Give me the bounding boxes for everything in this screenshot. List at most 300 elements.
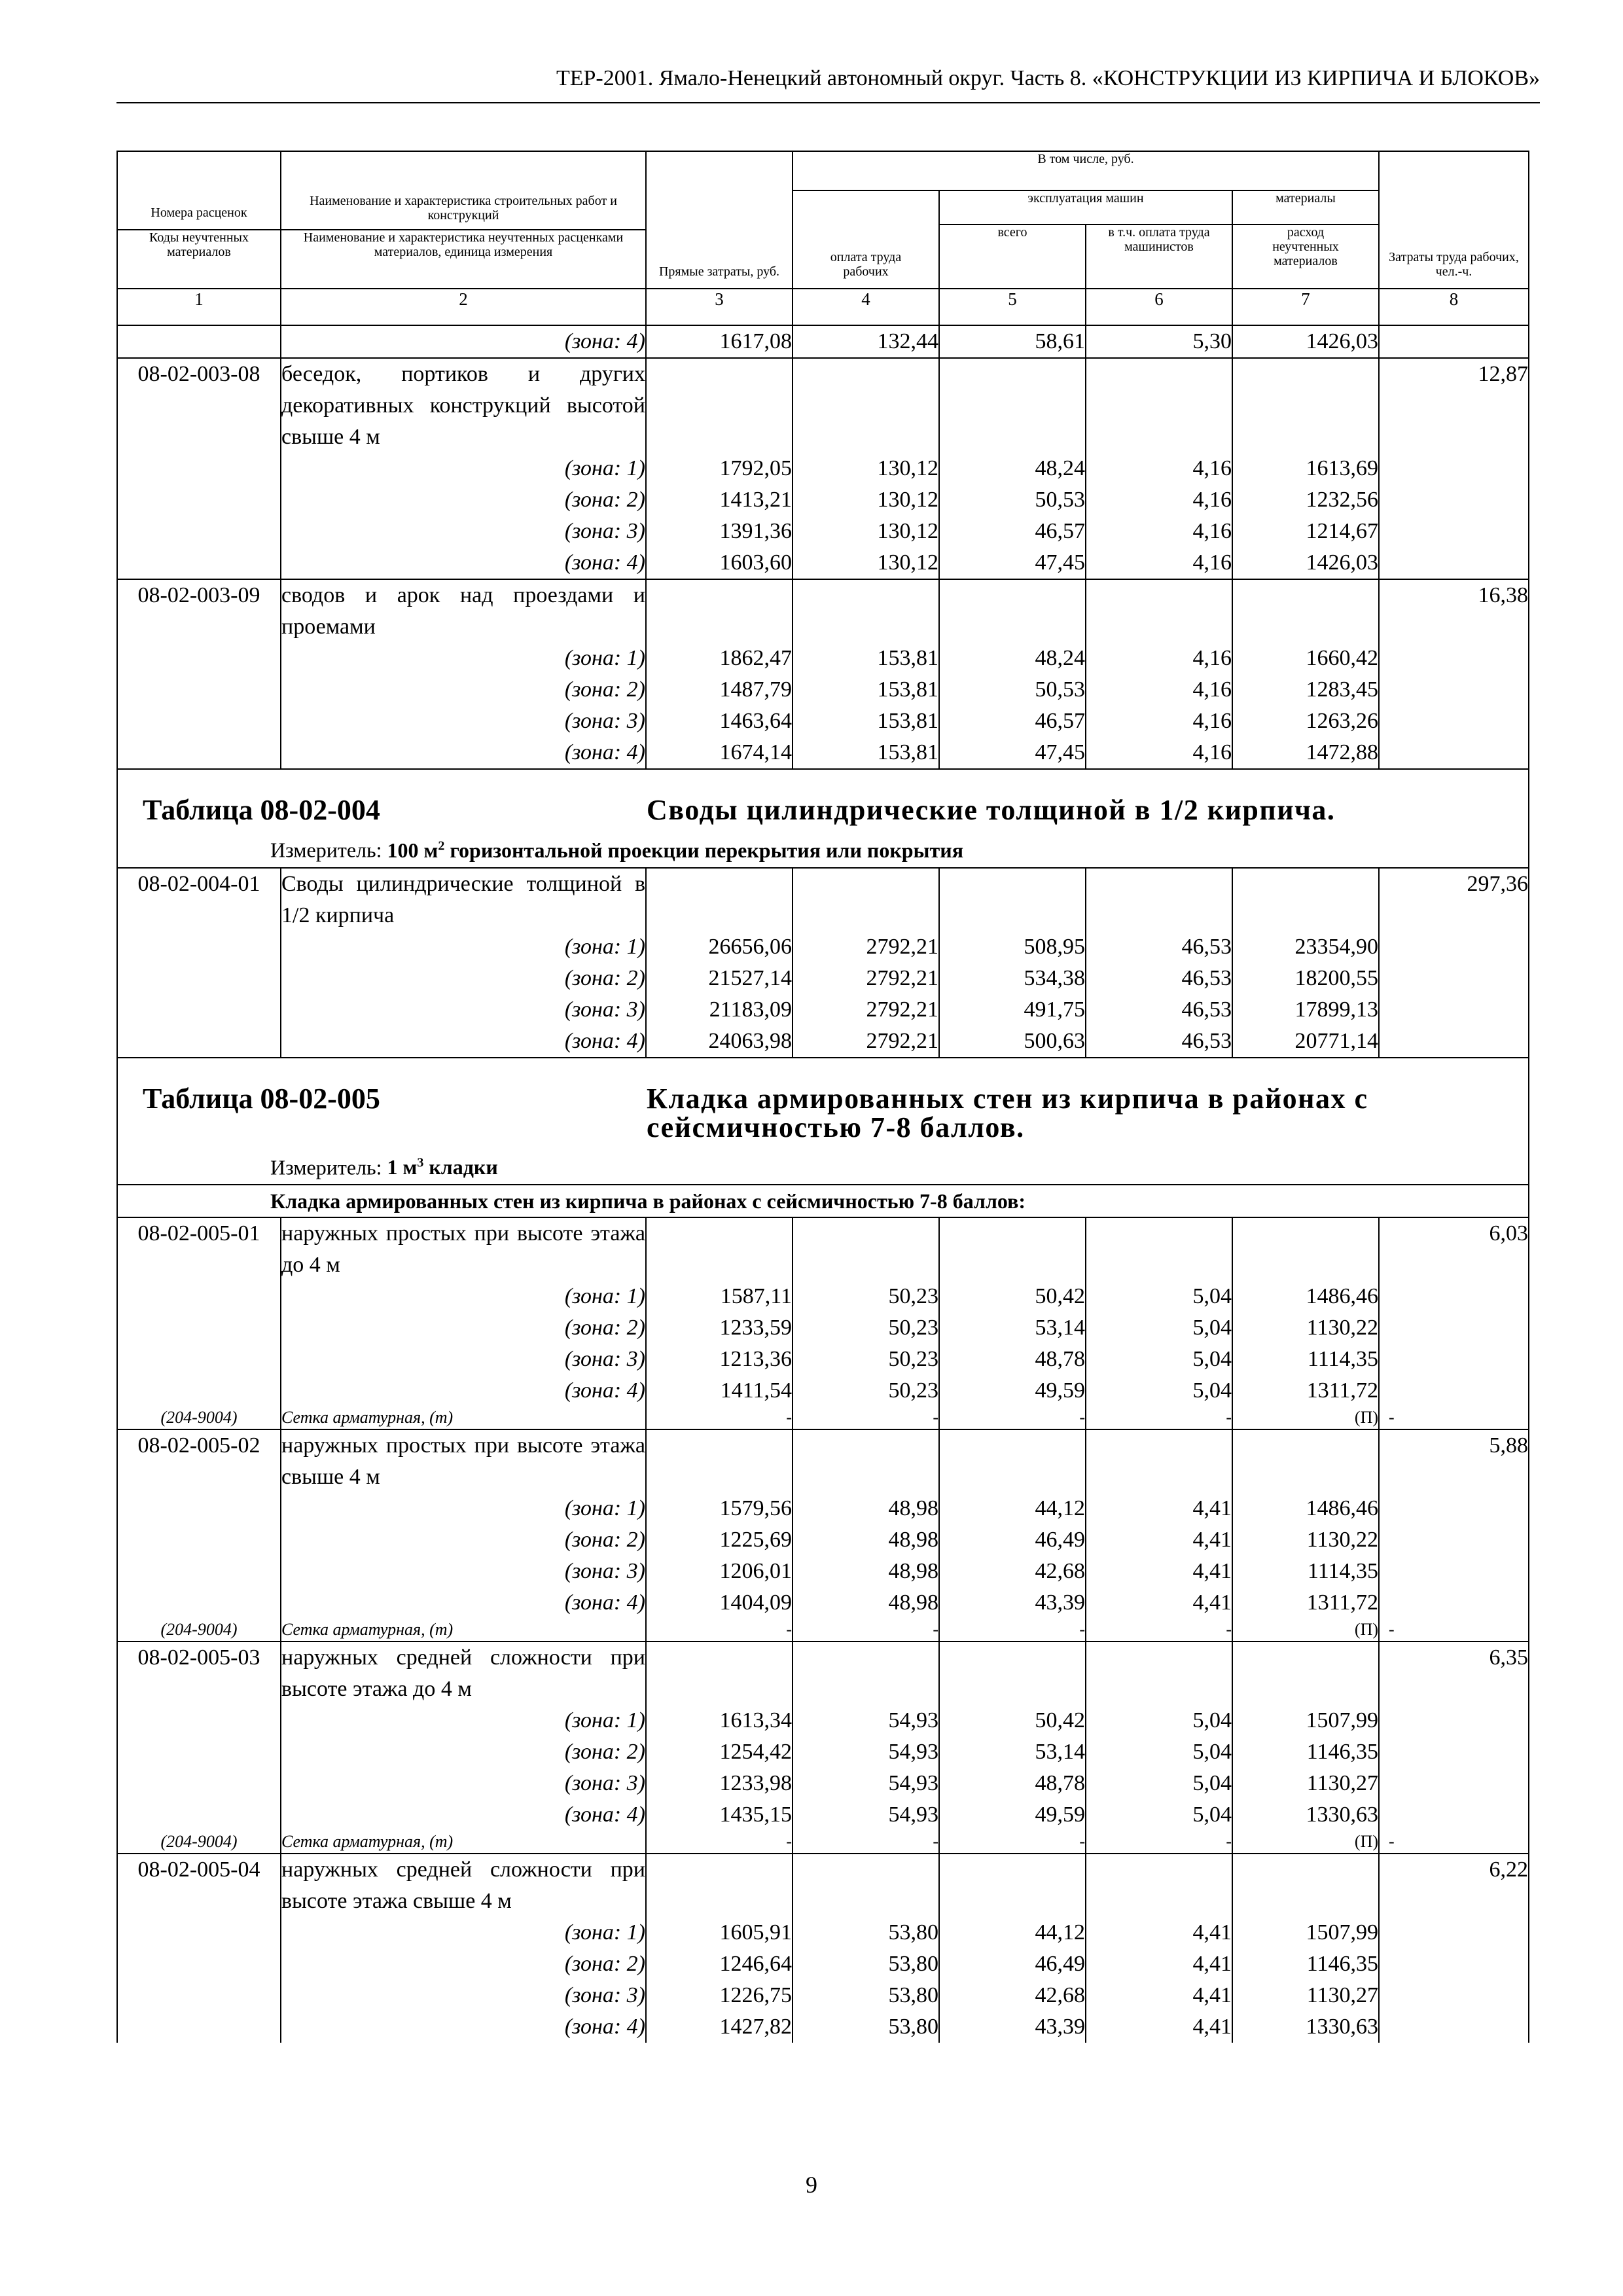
value-cell: 1587,11 <box>646 1281 793 1312</box>
value-cell: 1254,42 <box>646 1736 793 1768</box>
empty-cell <box>1232 1854 1379 1917</box>
value-cell: - <box>1086 1407 1232 1429</box>
zone-label: (зона: 1) <box>281 931 646 963</box>
value-cell: 491,75 <box>939 994 1086 1026</box>
value-cell: - <box>1379 1619 1529 1641</box>
measure-line: Измеритель: 1 $м^3$ кладки <box>270 1155 498 1179</box>
value-cell: 54,93 <box>793 1799 939 1831</box>
value-cell: 1413,21 <box>646 484 793 516</box>
value-cell: 47,45 <box>939 547 1086 579</box>
rate-row <box>117 1854 1529 1917</box>
zone-row <box>117 1799 1529 1831</box>
empty-cell <box>117 1375 281 1407</box>
col2-bottom-header: Наименование и характеристика неучтенных расценками материалов, единица измерения <box>281 230 646 289</box>
value-cell: 46,57 <box>939 516 1086 547</box>
empty-cell <box>117 674 281 706</box>
value-cell: 1330,63 <box>1232 2011 1379 2043</box>
zone-label: (зона: 4) <box>281 1799 646 1831</box>
zone-row <box>117 1736 1529 1768</box>
value-cell: 153,81 <box>793 643 939 674</box>
empty-cell <box>117 484 281 516</box>
value-cell: 1507,99 <box>1232 1917 1379 1948</box>
empty-cell <box>939 358 1086 453</box>
rate-name: Своды цилиндрические толщиной в 1/2 кирпича <box>281 868 646 931</box>
value-cell: - <box>646 1407 793 1429</box>
zone-row <box>117 484 1529 516</box>
value-cell: 1311,72 <box>1232 1587 1379 1619</box>
value-cell: 26656,06 <box>646 931 793 963</box>
empty-cell <box>117 737 281 769</box>
value-cell: 5,04 <box>1086 1705 1232 1736</box>
column-number: 1 <box>117 289 281 325</box>
value-cell: 1486,46 <box>1232 1281 1379 1312</box>
col4-header: оплата труда рабочих <box>793 190 939 289</box>
col8-header: Затраты труда рабочих, чел.-ч. <box>1379 151 1529 289</box>
empty-cell <box>793 1429 939 1493</box>
zone-label: (зона: 2) <box>281 1736 646 1768</box>
zone-label: (зона: 2) <box>281 674 646 706</box>
rate-code: 08-02-005-01 <box>117 1217 281 1281</box>
rate-row <box>117 1429 1529 1493</box>
empty-cell <box>117 1705 281 1736</box>
value-cell: 1283,45 <box>1232 674 1379 706</box>
zone-label: (зона: 3) <box>281 994 646 1026</box>
zone-row <box>117 1948 1529 1980</box>
rate-row <box>117 1217 1529 1281</box>
table-title: Своды цилиндрические толщиной в 1/2 кирпича. <box>647 794 1336 826</box>
rate-code: 08-02-004-01 <box>117 868 281 931</box>
empty-cell <box>1379 325 1529 358</box>
zone-row <box>117 1768 1529 1799</box>
empty-cell <box>1086 1641 1232 1705</box>
rate-name: наружных простых при высоте этажа до 4 м <box>281 1217 646 1281</box>
resource-row <box>117 1831 1529 1854</box>
zone-row <box>117 931 1529 963</box>
value-cell: 1233,98 <box>646 1768 793 1799</box>
zone-label: (зона: 4) <box>281 1375 646 1407</box>
empty-cell <box>117 706 281 737</box>
section-08-02-004 <box>117 769 1529 868</box>
value-cell: 5,04 <box>1086 1799 1232 1831</box>
page-number: 9 <box>806 2172 817 2198</box>
value-cell: 54,93 <box>793 1705 939 1736</box>
column-numbers-row <box>117 289 1529 325</box>
zone-label: (зона: 4) <box>281 1026 646 1058</box>
zone-row <box>117 994 1529 1026</box>
header-rule <box>116 102 1540 103</box>
value-cell: 1487,79 <box>646 674 793 706</box>
empty-cell <box>117 994 281 1026</box>
zone-row <box>117 1524 1529 1556</box>
empty-cell <box>117 1556 281 1587</box>
section-08-02-005 <box>117 1058 1529 1218</box>
value-cell: 48,98 <box>793 1556 939 1587</box>
rate-code: 08-02-005-04 <box>117 1854 281 1917</box>
col1-top-header: Номера расценок <box>117 151 281 230</box>
value-cell: - <box>1379 1831 1529 1854</box>
zone-label: (зона: 2) <box>281 484 646 516</box>
value-cell: 1613,69 <box>1232 453 1379 484</box>
resource-code: (204-9004) <box>117 1831 281 1854</box>
value-cell: 1233,59 <box>646 1312 793 1344</box>
value-cell: 48,78 <box>939 1344 1086 1375</box>
value-cell: 4,41 <box>1086 1917 1232 1948</box>
value-cell: 1617,08 <box>646 325 793 358</box>
value-cell: 1214,67 <box>1232 516 1379 547</box>
value-cell: - <box>793 1831 939 1854</box>
labor-cost: 6,35 <box>1379 1641 1529 1831</box>
zone-row <box>117 737 1529 769</box>
value-cell: 46,49 <box>939 1524 1086 1556</box>
empty-cell <box>117 516 281 547</box>
value-cell: 21527,14 <box>646 963 793 994</box>
value-cell: 130,12 <box>793 453 939 484</box>
value-cell: 44,12 <box>939 1917 1086 1948</box>
empty-cell <box>793 1641 939 1705</box>
empty-cell <box>793 1217 939 1281</box>
value-cell: 50,23 <box>793 1375 939 1407</box>
value-cell: - <box>793 1407 939 1429</box>
labor-cost: 16,38 <box>1379 579 1529 769</box>
value-cell: 20771,14 <box>1232 1026 1379 1058</box>
value-cell: 49,59 <box>939 1799 1086 1831</box>
value-cell: - <box>646 1831 793 1854</box>
value-cell: 1246,64 <box>646 1948 793 1980</box>
value-cell: - <box>939 1407 1086 1429</box>
value-cell: 54,93 <box>793 1768 939 1799</box>
value-cell: 50,42 <box>939 1705 1086 1736</box>
value-cell: 50,42 <box>939 1281 1086 1312</box>
table-header <box>117 151 1529 289</box>
rows-08-02-004 <box>117 868 1529 1058</box>
column-number: 3 <box>646 289 793 325</box>
value-cell: 47,45 <box>939 737 1086 769</box>
zone-label: (зона: 3) <box>281 1556 646 1587</box>
value-cell: 46,49 <box>939 1948 1086 1980</box>
empty-cell <box>793 579 939 643</box>
value-cell: 5,30 <box>1086 325 1232 358</box>
col2-top-header: Наименование и характеристика строительных работ и конструкций <box>281 151 646 230</box>
value-cell: 46,53 <box>1086 1026 1232 1058</box>
rate-name: наружных средней сложности при высоте этажа до 4 м <box>281 1641 646 1705</box>
rate-name: сводов и арок над проездами и проемами <box>281 579 646 643</box>
labor-cost: 297,36 <box>1379 868 1529 1058</box>
value-cell: 1792,05 <box>646 453 793 484</box>
table-number: Таблица 08-02-005 <box>143 1082 380 1115</box>
empty-cell <box>939 1217 1086 1281</box>
value-cell: 53,14 <box>939 1312 1086 1344</box>
empty-cell <box>646 1217 793 1281</box>
value-cell: 42,68 <box>939 1980 1086 2011</box>
value-cell: 46,53 <box>1086 963 1232 994</box>
empty-cell <box>1232 579 1379 643</box>
zone-label: (зона: 4) <box>281 737 646 769</box>
value-cell: 44,12 <box>939 1493 1086 1524</box>
rate-code: 08-02-003-08 <box>117 358 281 453</box>
value-cell: 130,12 <box>793 516 939 547</box>
column-number: 8 <box>1379 289 1529 325</box>
empty-cell <box>117 1344 281 1375</box>
value-cell: 4,41 <box>1086 1524 1232 1556</box>
empty-cell <box>117 1948 281 1980</box>
zone-label: (зона: 3) <box>281 1344 646 1375</box>
value-cell: (П) <box>1232 1407 1379 1429</box>
value-cell: 1427,82 <box>646 2011 793 2043</box>
empty-cell <box>793 358 939 453</box>
zone-label: (зона: 3) <box>281 516 646 547</box>
column-number: 6 <box>1086 289 1232 325</box>
value-cell: 130,12 <box>793 547 939 579</box>
empty-cell <box>939 868 1086 931</box>
zone-label: (зона: 1) <box>281 1281 646 1312</box>
value-cell: - <box>1086 1831 1232 1854</box>
zone-row <box>117 1026 1529 1058</box>
col3-header: Прямые затраты, руб. <box>646 151 793 289</box>
value-cell: 4,41 <box>1086 1948 1232 1980</box>
value-cell: 2792,21 <box>793 994 939 1026</box>
empty-cell <box>1086 1854 1232 1917</box>
value-cell: 4,41 <box>1086 1493 1232 1524</box>
rows-08-02-003 <box>117 325 1529 769</box>
zone-label: (зона: 1) <box>281 453 646 484</box>
zone-row <box>117 1705 1529 1736</box>
zone-row <box>117 547 1529 579</box>
zone-label: (зона: 1) <box>281 1493 646 1524</box>
value-cell: 17899,13 <box>1232 994 1379 1026</box>
value-cell: 4,41 <box>1086 1980 1232 2011</box>
zone-label: (зона: 3) <box>281 1768 646 1799</box>
empty-cell <box>117 1587 281 1619</box>
rate-code: 08-02-005-02 <box>117 1429 281 1493</box>
value-cell: 18200,55 <box>1232 963 1379 994</box>
running-header: ТЕР-2001. Ямало-Ненецкий автономный округ. Часть 8. «КОНСТРУКЦИИ ИЗ КИРПИЧА И БЛОКОВ» <box>556 66 1540 90</box>
value-cell: 500,63 <box>939 1026 1086 1058</box>
empty-cell <box>1232 868 1379 931</box>
value-cell: 1226,75 <box>646 1980 793 2011</box>
zone-label: (зона: 4) <box>281 2011 646 2043</box>
empty-cell <box>793 1854 939 1917</box>
value-cell: 4,16 <box>1086 737 1232 769</box>
empty-cell <box>117 1917 281 1948</box>
rate-code: 08-02-003-09 <box>117 579 281 643</box>
empty-cell <box>117 643 281 674</box>
value-cell: 53,80 <box>793 1917 939 1948</box>
value-cell: 58,61 <box>939 325 1086 358</box>
value-cell: 48,24 <box>939 643 1086 674</box>
value-cell: - <box>1086 1619 1232 1641</box>
rate-row <box>117 1641 1529 1705</box>
value-cell: 2792,21 <box>793 1026 939 1058</box>
value-cell: - <box>793 1619 939 1641</box>
zone-row <box>117 1980 1529 2011</box>
empty-cell <box>117 453 281 484</box>
empty-cell <box>117 963 281 994</box>
zone-label: (зона: 1) <box>281 1705 646 1736</box>
value-cell: 1660,42 <box>1232 643 1379 674</box>
resource-code: (204-9004) <box>117 1619 281 1641</box>
value-cell: - <box>646 1619 793 1641</box>
resource-row <box>117 1407 1529 1429</box>
value-cell: 534,38 <box>939 963 1086 994</box>
empty-cell <box>117 1799 281 1831</box>
zone-row <box>117 1344 1529 1375</box>
rate-row <box>117 358 1529 453</box>
value-cell: 1674,14 <box>646 737 793 769</box>
zone-label: (зона: 2) <box>281 963 646 994</box>
rate-name: наружных средней сложности при высоте этажа свыше 4 м <box>281 1854 646 1917</box>
value-cell: 2792,21 <box>793 963 939 994</box>
value-cell: 1130,27 <box>1232 1768 1379 1799</box>
resource-name: Сетка арматурная, (т) <box>281 1407 646 1429</box>
empty-cell <box>1232 1429 1379 1493</box>
value-cell: 24063,98 <box>646 1026 793 1058</box>
empty-cell <box>939 1641 1086 1705</box>
empty-cell <box>1086 1429 1232 1493</box>
value-cell: - <box>939 1619 1086 1641</box>
rate-row <box>117 868 1529 931</box>
value-cell: 23354,90 <box>1232 931 1379 963</box>
value-cell: 48,78 <box>939 1768 1086 1799</box>
value-cell: 50,53 <box>939 484 1086 516</box>
zone-label: (зона: 4) <box>281 547 646 579</box>
empty-cell <box>646 358 793 453</box>
value-cell: - <box>1379 1407 1529 1429</box>
col5-header: всего <box>939 224 1086 289</box>
table-title: Кладка армированных стен из кирпича в районах с сейсмичностью 7-8 баллов. <box>647 1082 1368 1143</box>
resource-row <box>117 1619 1529 1641</box>
value-cell: 1311,72 <box>1232 1375 1379 1407</box>
empty-cell <box>793 868 939 931</box>
empty-cell <box>1086 868 1232 931</box>
empty-cell <box>117 325 281 358</box>
zone-row <box>117 1312 1529 1344</box>
zone-row <box>117 1493 1529 1524</box>
value-cell: 4,41 <box>1086 2011 1232 2043</box>
value-cell: 5,04 <box>1086 1344 1232 1375</box>
zone-row <box>117 643 1529 674</box>
machines-header: эксплуатация машин <box>939 190 1232 224</box>
value-cell: 1391,36 <box>646 516 793 547</box>
col6-header: в т.ч. оплата труда машинистов <box>1086 224 1232 289</box>
value-cell: 2792,21 <box>793 931 939 963</box>
value-cell: 1130,27 <box>1232 1980 1379 2011</box>
value-cell: 48,98 <box>793 1587 939 1619</box>
value-cell: 1613,34 <box>646 1705 793 1736</box>
empty-cell <box>939 1429 1086 1493</box>
zone-row <box>117 706 1529 737</box>
empty-cell <box>117 1736 281 1768</box>
value-cell: 50,53 <box>939 674 1086 706</box>
value-cell: 4,16 <box>1086 516 1232 547</box>
value-cell: 46,53 <box>1086 994 1232 1026</box>
value-cell: 5,04 <box>1086 1281 1232 1312</box>
empty-cell <box>117 1524 281 1556</box>
value-cell: 4,16 <box>1086 674 1232 706</box>
zone-row <box>117 2011 1529 2043</box>
value-cell: 48,98 <box>793 1493 939 1524</box>
zone-label: (зона: 4) <box>281 1587 646 1619</box>
rate-row <box>117 579 1529 643</box>
value-cell: 5,04 <box>1086 1312 1232 1344</box>
value-cell: 4,16 <box>1086 547 1232 579</box>
value-cell: 1435,15 <box>646 1799 793 1831</box>
subheading: Кладка армированных стен из кирпича в районах с сейсмичностью 7-8 баллов: <box>117 1185 1529 1217</box>
value-cell: 1330,63 <box>1232 1799 1379 1831</box>
value-cell: 43,39 <box>939 1587 1086 1619</box>
value-cell: 153,81 <box>793 737 939 769</box>
value-cell: 50,23 <box>793 1281 939 1312</box>
value-cell: 508,95 <box>939 931 1086 963</box>
zone-label: (зона: 4) <box>281 325 646 358</box>
value-cell: 4,16 <box>1086 453 1232 484</box>
value-cell: 46,57 <box>939 706 1086 737</box>
value-cell: (П) <box>1232 1619 1379 1641</box>
value-cell: 1213,36 <box>646 1344 793 1375</box>
empty-cell <box>117 547 281 579</box>
value-cell: 54,93 <box>793 1736 939 1768</box>
value-cell: (П) <box>1232 1831 1379 1854</box>
rate-name: наружных простых при высоте этажа свыше 4 м <box>281 1429 646 1493</box>
empty-cell <box>939 579 1086 643</box>
zone-row <box>117 516 1529 547</box>
column-number: 7 <box>1232 289 1379 325</box>
zone-row <box>117 674 1529 706</box>
value-cell: 4,16 <box>1086 706 1232 737</box>
resource-name: Сетка арматурная, (т) <box>281 1619 646 1641</box>
zone-row <box>117 1375 1529 1407</box>
value-cell: 1146,35 <box>1232 1736 1379 1768</box>
value-cell: 153,81 <box>793 706 939 737</box>
empty-cell <box>117 931 281 963</box>
resource-code: (204-9004) <box>117 1407 281 1429</box>
value-cell: 153,81 <box>793 674 939 706</box>
empty-cell <box>117 1980 281 2011</box>
value-cell: 50,23 <box>793 1312 939 1344</box>
empty-cell <box>1086 1217 1232 1281</box>
labor-cost: 12,87 <box>1379 358 1529 579</box>
value-cell: 50,23 <box>793 1344 939 1375</box>
empty-cell <box>117 1312 281 1344</box>
value-cell: 1603,60 <box>646 547 793 579</box>
value-cell: 4,41 <box>1086 1556 1232 1587</box>
value-cell: 1463,64 <box>646 706 793 737</box>
value-cell: 1114,35 <box>1232 1344 1379 1375</box>
value-cell: 130,12 <box>793 484 939 516</box>
value-cell: 1426,03 <box>1232 325 1379 358</box>
value-cell: 4,16 <box>1086 643 1232 674</box>
empty-cell <box>117 1281 281 1312</box>
column-number: 2 <box>281 289 646 325</box>
value-cell: 5,04 <box>1086 1768 1232 1799</box>
empty-cell <box>117 2011 281 2043</box>
value-cell: 43,39 <box>939 2011 1086 2043</box>
empty-cell <box>646 868 793 931</box>
zone-row <box>117 453 1529 484</box>
zone-row <box>117 963 1529 994</box>
value-cell: 4,41 <box>1086 1587 1232 1619</box>
value-cell: 1114,35 <box>1232 1556 1379 1587</box>
zone-label: (зона: 1) <box>281 1917 646 1948</box>
empty-cell <box>939 1854 1086 1917</box>
value-cell: 1579,56 <box>646 1493 793 1524</box>
empty-cell <box>646 1641 793 1705</box>
value-cell: 1232,56 <box>1232 484 1379 516</box>
empty-cell <box>117 1026 281 1058</box>
rows-08-02-005 <box>117 1217 1529 2043</box>
group-header: В том числе, руб. <box>793 151 1379 190</box>
zone-row <box>117 1587 1529 1619</box>
value-cell: 49,59 <box>939 1375 1086 1407</box>
